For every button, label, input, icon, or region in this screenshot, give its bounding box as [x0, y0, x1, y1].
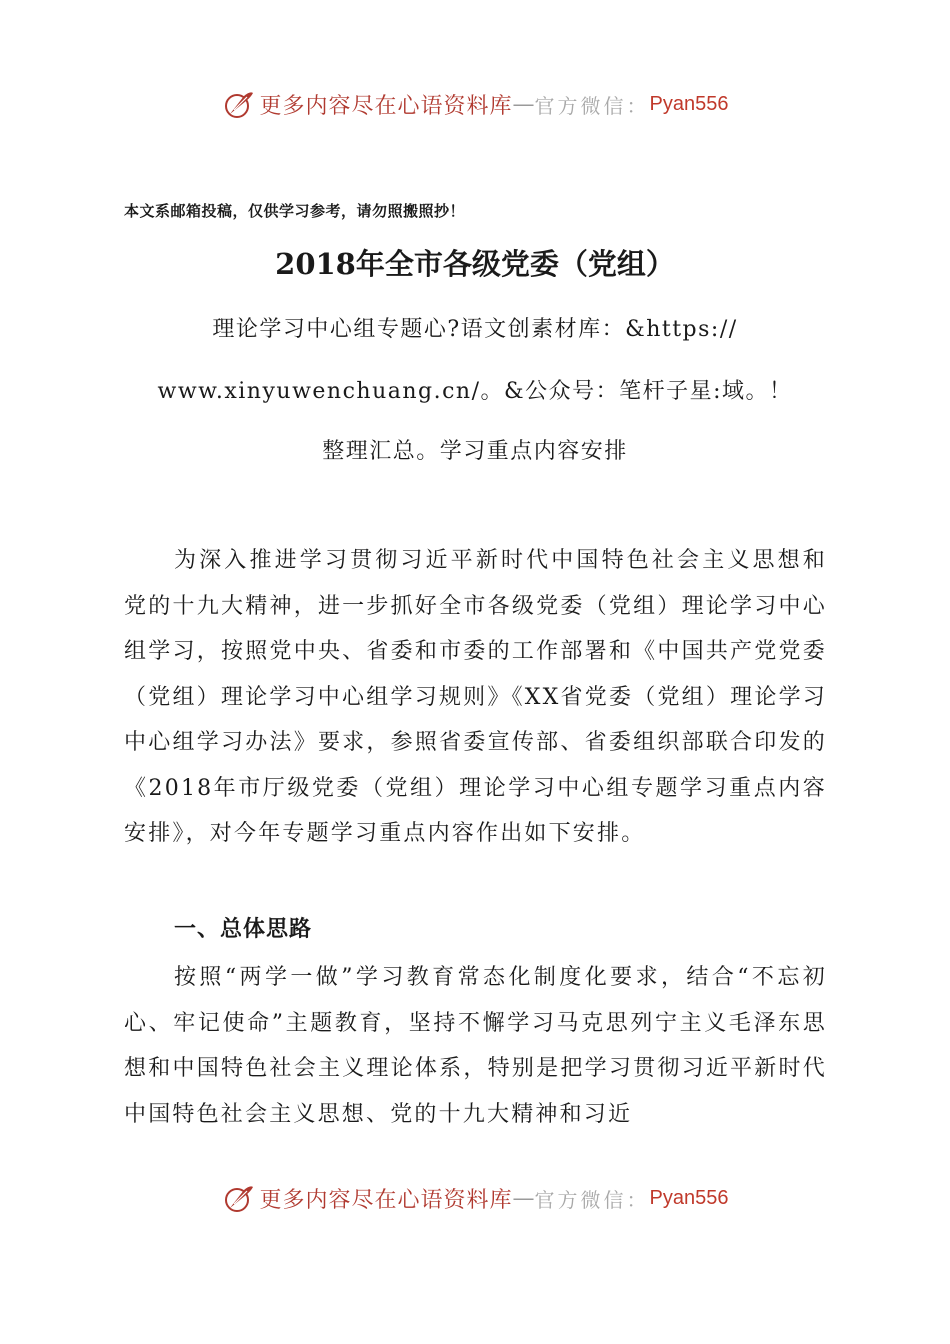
watermark-side-text: 官方微信： [534, 93, 650, 118]
watermark-main-text: 更多内容尽在心语资料库 [259, 1187, 513, 1213]
section-heading-overall-approach: 一、总体思路 [174, 917, 313, 942]
watermark-separator: — [512, 1185, 535, 1211]
watermark-separator: — [512, 91, 535, 117]
watermark-side-text: 官方微信： [534, 1187, 650, 1212]
feather-pen-logo-icon [222, 87, 256, 121]
watermark-wechat-id: Pyan556 [649, 1186, 729, 1209]
watermark-wechat-id: Pyan556 [649, 92, 729, 115]
watermark-main-text: 更多内容尽在心语资料库 [259, 93, 513, 119]
document-title: 2018年全市各级党委（党组） [275, 247, 675, 281]
approach-paragraph: 按照“两学一做”学习教育常态化制度化要求，结合“不忘初心、牢记使命”主题教育，坚持不懈学习马克思列宁主义毛泽东思想和中国特色社会主义理论体系，特别是把学习贯彻习近平新时代中国特色社会主义思想、党的十九大精神和习近 [124, 965, 827, 1127]
watermark-banner-bottom [0, 1178, 950, 1218]
feather-pen-logo-icon [222, 1181, 256, 1215]
subtitle-line-1: 理论学习中心组专题心?语文创素材库：&https:// [212, 317, 738, 342]
watermark-banner-top [0, 84, 950, 124]
intro-paragraph: 为深入推进学习贯彻习近平新时代中国特色社会主义思想和党的十九大精神，进一步抓好全市各级党委（党组）理论学习中心组学习，按照党中央、省委和市委的工作部署和《中国共产党党委（党组）理论学习中心组学习规则》《XX省党委（党组）理论学习中心组学习办法》要求，参照省委宣传部、省委组织部联合印发的《2018年市厅级党委（党组）理论学习中心组专题学习重点内容安排》，对今年专题学习重点内容作出如下安排。 [124, 548, 827, 846]
notice-text: 本文系邮箱投稿，仅供学习参考，请勿照搬照抄！ [124, 202, 466, 220]
subtitle-line-3: 整理汇总。学习重点内容安排 [322, 439, 628, 464]
subtitle-line-2: www.xinyuwenchuang.cn/。&公众号：笔杆子星:域。！ [157, 379, 793, 404]
